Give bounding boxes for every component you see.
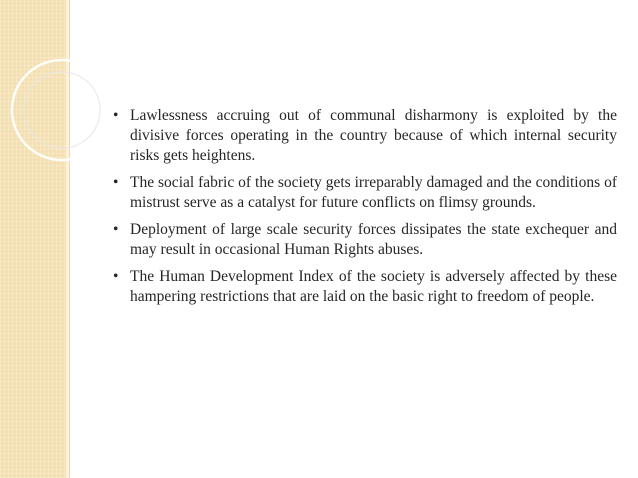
bullet-text: The social fabric of the society gets irreparably damaged and the conditions of mistrust serve as a catalyst for future conflicts on flimsy grounds. (130, 174, 617, 211)
bullet-text: Deployment of large scale security forces dissipates the state exchequer and may result in occasional Human Rights abuses. (130, 221, 617, 258)
bullet-item (113, 267, 617, 307)
bullet-mark: • (113, 107, 119, 124)
bullet-item (113, 106, 617, 166)
bullet-mark: • (113, 268, 119, 285)
bullet-item (113, 220, 617, 260)
bullet-text: Lawlessness accruing out of communal disharmony is exploited by the divisive forces operating in the country because of which internal security risks gets heightens. (130, 107, 617, 164)
bullet-item (113, 173, 617, 213)
bullet-list (113, 106, 617, 314)
bullet-text: The Human Development Index of the society is adversely affected by these hampering restrictions that are laid on the basic right to freedom of people. (130, 268, 617, 305)
bullet-mark: • (113, 221, 119, 238)
bullet-mark: • (113, 174, 119, 191)
